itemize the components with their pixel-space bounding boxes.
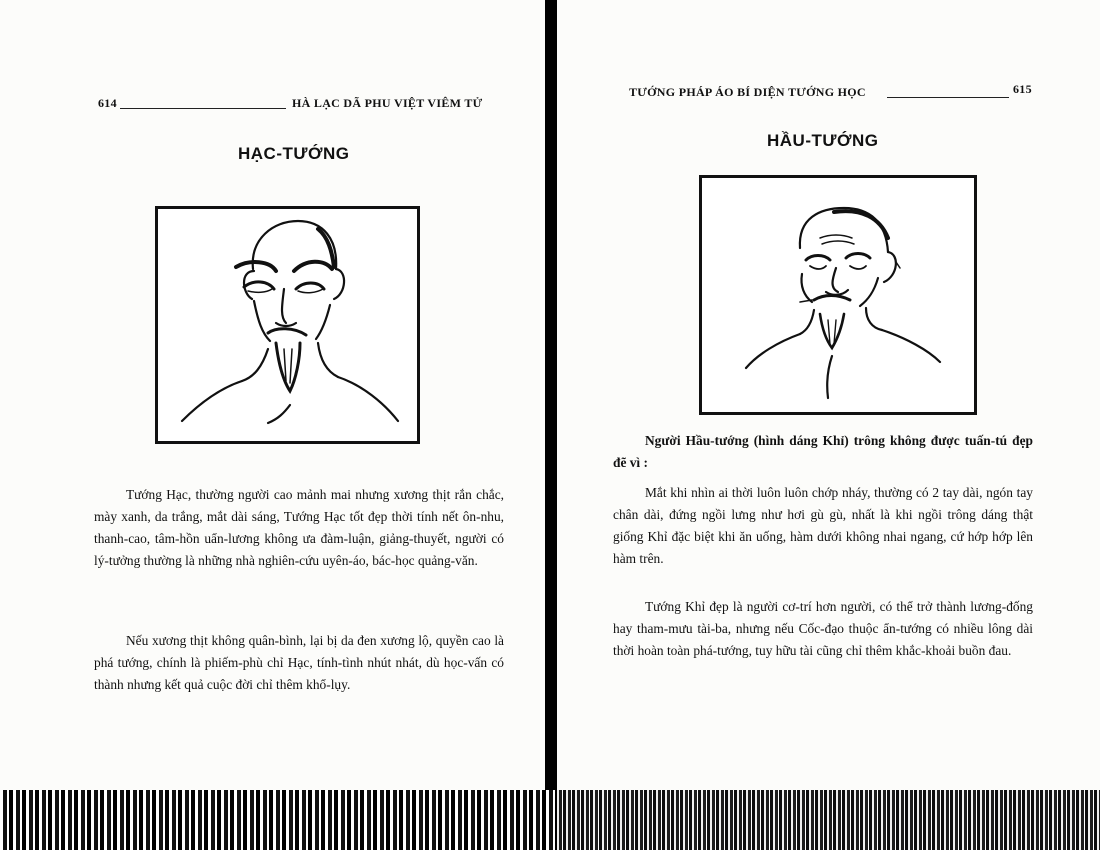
scan-edge-artifact: [0, 790, 557, 850]
header-rule: [120, 108, 286, 109]
left-paragraph-2: Nếu xương thịt không quân-bình, lại bị da đen xương lộ, quyền cao là phá tướng, chính là phiếm-phù chỉ Hạc, tính-tình nhút nhát, dù học-vấn có thành nhưng kết quả cuộc đời chỉ thêm khổ-lụy.: [94, 633, 504, 692]
right-chapter-title: HẦU-TƯỚNG: [767, 131, 879, 150]
right-running-header: TƯỚNG PHÁP ÁO BÍ DIỆN TƯỚNG HỌC: [629, 85, 866, 99]
right-page: [557, 0, 1100, 850]
header-rule: [887, 97, 1009, 98]
scan-edge-artifact: [557, 790, 1100, 850]
left-chapter-title: HẠC-TƯỚNG: [238, 144, 350, 163]
left-paragraph-1: Tướng Hạc, thường người cao mảnh mai nhưng xương thịt rắn chắc, mày xanh, da trắng, mắt dài sáng, Tướng Hạc tốt đẹp thời tính nết ôn-nhu, thanh-cao, tâm-hồn uẩn-lương không ưa đàm-luận, giảng-thuyết, người có lý-tưởng thường là những nhà nghiên-cứu uyên-áo, bác-học quảng-văn.: [94, 487, 504, 568]
book-gutter: [545, 0, 557, 790]
right-paragraph-3: Tướng Khỉ đẹp là người cơ-trí hơn người, có thể trở thành lương-đống hay tham-mưu tài-ba, nhưng nếu Cốc-đạo thuộc ẩn-tướng có nhiều lông dài thời hoàn toàn phá-tướng, tuy hữu tài cũng chỉ thêm khắc-khoải buồn đau.: [613, 599, 1033, 658]
monkey-face-illustration: [699, 175, 977, 415]
left-page-number: 614: [98, 96, 117, 110]
right-paragraph-1: Người Hầu-tướng (hình dáng Khỉ) trông không được tuấn-tú đẹp đẽ vì :: [613, 433, 1033, 470]
right-page-number: 615: [1013, 82, 1032, 96]
left-running-header: HÀ LẠC DÃ PHU VIỆT VIÊM TỬ: [292, 96, 483, 110]
right-paragraph-2: Mắt khi nhìn ai thời luôn luôn chớp nháy, thường có 2 tay dài, ngón tay chân dài, đứng ngồi lưng như hơi gù gù, nhất là khi ngồi trông dáng thật giống Khỉ đặc biệt khi ăn uống, hàm dưới không nhai ngang, cứ hớp hớp lên hàm trên.: [613, 485, 1033, 566]
crane-face-illustration: [155, 206, 420, 444]
left-page: [0, 0, 545, 790]
